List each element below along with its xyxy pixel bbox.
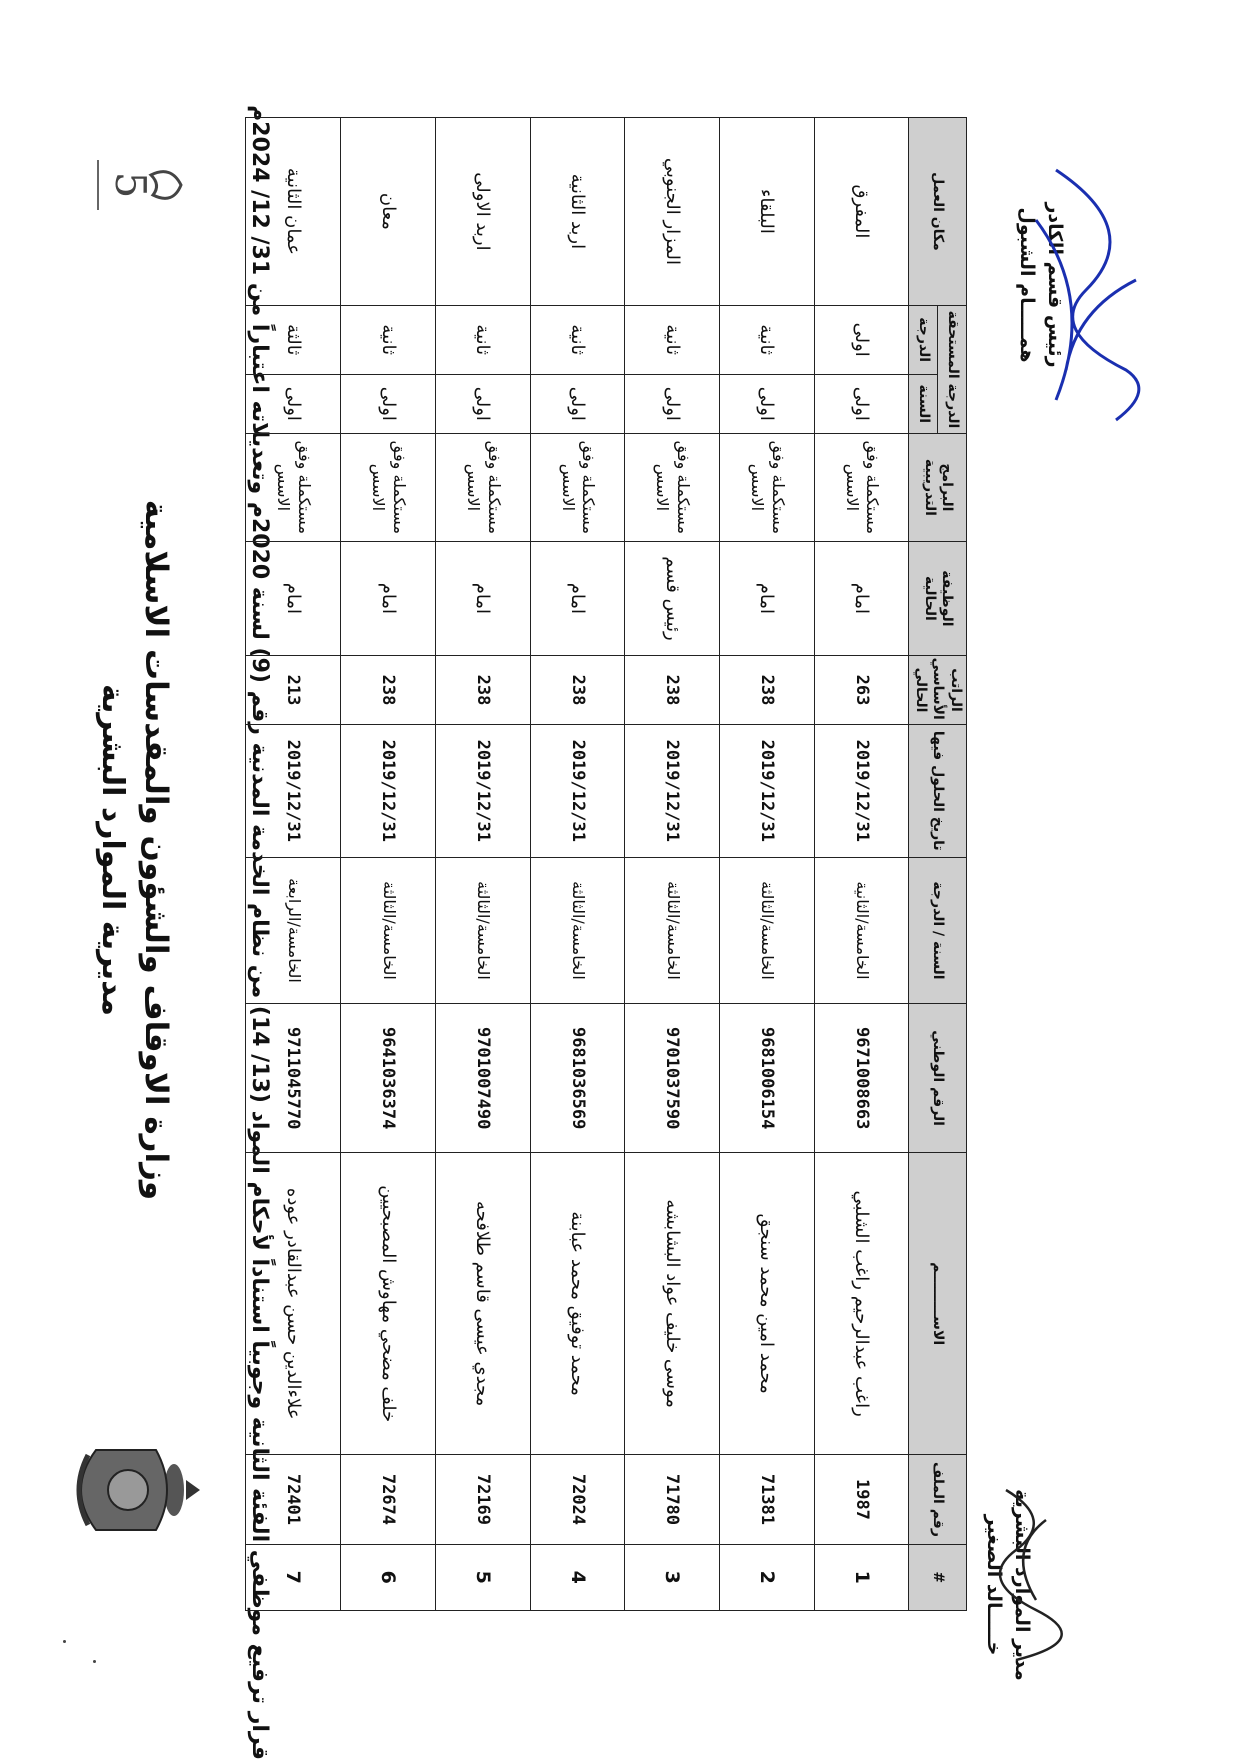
current-job-cell: امام [246,541,341,655]
ministry-title: وزارة الاوقاف والشؤون والمقدسات الاسلامية [138,499,174,1201]
file-number-cell: 72674 [341,1455,436,1544]
basic-salary-cell: 238 [435,656,530,725]
col-job: الوظيفة الحالية [909,541,967,655]
due-year-cell: اولى [720,374,815,434]
employee-name-cell: موسى خليف عواد البشابشه [625,1153,720,1455]
due-year-cell: اولى [814,374,909,434]
workplace-cell: عمان الثانية [246,118,341,306]
workplace-cell: المفرق [814,118,909,306]
cadre-head-name: همـــــام الشبول [1016,207,1038,363]
promotion-date-cell: 2019/12/31 [720,724,815,857]
table-row [435,118,530,1611]
promotion-date-cell: 2019/12/31 [435,724,530,857]
promotion-table [246,117,968,1611]
col-name: الاســـــــــم [909,1153,967,1455]
workplace-cell: المزار الجنوبي [625,118,720,306]
table-row [341,118,436,1611]
current-job-cell: امام [814,541,909,655]
col-due-year: السنة [909,374,938,434]
col-file-no: رقم الملف [909,1455,967,1544]
employee-name-cell: راغب عبدالرحيم راغب الشلبي [814,1153,909,1455]
workplace-cell: اربد الاولى [435,118,530,306]
row-index-cell: 1 [814,1544,909,1610]
training-programs-cell: مستكملة وفق الاسس [530,434,625,542]
due-year-cell: اولى [625,374,720,434]
employee-name-cell: علاءالدين حسن عبدالقادر عوده [246,1153,341,1455]
promotion-date-cell: 2019/12/31 [530,724,625,857]
current-job-cell: امام [720,541,815,655]
due-year-cell: اولى [341,374,436,434]
year-grade-cell: الخامسة/الثالثة [720,857,815,1004]
col-workplace: مكان العمل [909,118,967,306]
year-grade-cell: الخامسة/الثانية [814,857,909,1004]
basic-salary-cell: 263 [814,656,909,725]
file-number-cell: 71780 [625,1455,720,1544]
year-grade-cell: الخامسة/الثالثة [435,857,530,1004]
due-grade-cell: ثانية [341,305,436,374]
file-number-cell: 71381 [720,1455,815,1544]
training-programs-cell: مستكملة وفق الاسس [720,434,815,542]
workplace-cell: معان [341,118,436,306]
row-index-cell: 2 [720,1544,815,1610]
cadre-head-title: رئيس قسم الكادر [1044,202,1066,368]
workplace-cell: اربد الثانية [530,118,625,306]
current-job-cell: امام [530,541,625,655]
national-id-cell: 9671008663 [814,1004,909,1153]
basic-salary-cell: 213 [246,656,341,725]
employee-name-cell: خلف مضحي مهاوش المصبحيين [341,1153,436,1455]
file-number-cell: 72024 [530,1455,625,1544]
scan-speck [93,1660,96,1663]
training-programs-cell: مستكملة وفق الاسس [435,434,530,542]
year-grade-cell: الخامسة/الرابعة [246,857,341,1004]
row-index-cell: 3 [625,1544,720,1610]
national-id-cell: 9681006154 [720,1004,815,1153]
employee-name-cell: مجدي عيسى قاسم طلافحه [435,1153,530,1455]
cadre-head-signature-scribble [1026,160,1156,440]
national-id-cell: 9711045770 [246,1004,341,1153]
due-year-cell: اولى [435,374,530,434]
col-due-grade-group: الدرجة المستحقة [938,305,967,433]
promotion-date-cell: 2019/12/31 [625,724,720,857]
scan-speck [63,1640,66,1643]
year-grade-cell: الخامسة/الثالثة [625,857,720,1004]
due-year-cell: اولى [246,374,341,434]
col-date: تاريخ الحلول فيها [909,724,967,857]
table-body [246,118,909,1611]
hr-director-title: مدير الموارد البشرية [1011,1489,1033,1681]
col-index: # [909,1544,967,1610]
workplace-cell: البلقاء [720,118,815,306]
row-index-cell: 7 [246,1544,341,1610]
training-programs-cell: مستكملة وفق الاسس [341,434,436,542]
col-due-grade: الدرجة [909,305,938,374]
table-row [814,118,909,1611]
current-job-cell: رئيس قسم [625,541,720,655]
file-number-cell: 72169 [435,1455,530,1544]
jordan-coat-of-arms-icon [66,1430,206,1550]
header-row [938,118,967,1611]
due-grade-cell: ثانية [435,305,530,374]
basic-salary-cell: 238 [720,656,815,725]
ministry-logo-icon [86,140,196,230]
national-id-cell: 9701037590 [625,1004,720,1153]
directorate-title: مديرية الموارد البشرية [95,683,130,1017]
due-year-cell: اولى [530,374,625,434]
due-grade-cell: ثالثة [246,305,341,374]
col-national-id: الرقم الوطني [909,1004,967,1153]
employee-name-cell: محمد توفيق محمد عبابنة [530,1153,625,1455]
hr-director-name: خـــــالد الصغير [983,1514,1005,1656]
due-grade-cell: ثانية [530,305,625,374]
training-programs-cell: مستكملة وفق الاسس [246,434,341,542]
row-index-cell: 6 [341,1544,436,1610]
promotion-date-cell: 2019/12/31 [341,724,436,857]
file-number-cell: 72401 [246,1455,341,1544]
col-year-grade: السنة / الدرجة [909,857,967,1004]
table-row [246,118,341,1611]
year-grade-cell: الخامسة/الثالثة [341,857,436,1004]
due-grade-cell: ثانية [720,305,815,374]
promotion-date-cell: 2019/12/31 [814,724,909,857]
table-row [625,118,720,1611]
current-job-cell: امام [435,541,530,655]
promotion-date-cell: 2019/12/31 [246,724,341,857]
row-index-cell: 4 [530,1544,625,1610]
table-row [720,118,815,1611]
row-index-cell: 5 [435,1544,530,1610]
training-programs-cell: مستكملة وفق الاسس [625,434,720,542]
due-grade-cell: ثانية [625,305,720,374]
training-programs-cell: مستكملة وفق الاسس [814,434,909,542]
col-salary: الراتب الأساسي الحالي [909,656,967,725]
basic-salary-cell: 238 [625,656,720,725]
decision-title: قرار ترفيع موظفي الفئة الثانية وجوبياً استناداً لأحكام المواد (13/ 14) من نظام الخدمة المدنية رقم (9) لسنة 2020م وتعديلاته اعتباراً من 31/ 12/ 2024م [247,105,272,1760]
basic-salary-cell: 238 [341,656,436,725]
basic-salary-cell: 238 [530,656,625,725]
year-grade-cell: الخامسة/الثالثة [530,857,625,1004]
employee-name-cell: محمد امين محمد سنجق [720,1153,815,1455]
file-number-cell: 1987 [814,1455,909,1544]
table-row [530,118,625,1611]
national-id-cell: 9641036374 [341,1004,436,1153]
svg-text:5: 5 [106,171,155,199]
col-training: البرامج التدريبية [909,434,967,542]
national-id-cell: 9681036569 [530,1004,625,1153]
national-id-cell: 9701007490 [435,1004,530,1153]
current-job-cell: امام [341,541,436,655]
due-grade-cell: اولى [814,305,909,374]
hr-director-signature-scribble [986,1480,1066,1680]
